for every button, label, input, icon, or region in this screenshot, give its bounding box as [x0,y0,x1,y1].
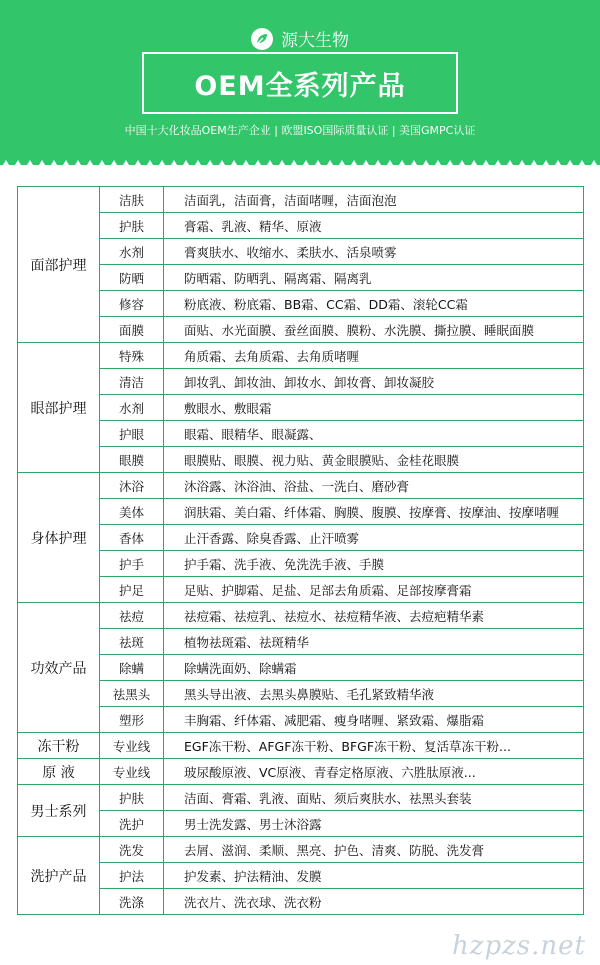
subcategory-cell: 专业线 [100,733,164,759]
table-row [18,811,584,837]
brand-logo [0,26,600,51]
subcategory-cell: 洁肤 [100,187,164,213]
subcategory-cell: 水剂 [100,239,164,265]
table-row [18,213,584,239]
subcategory-cell: 洗护 [100,811,164,837]
items-cell: 粉底液、粉底霜、BB霜、CC霜、DD霜、滚轮CC霜 [164,291,584,317]
category-cell: 功效产品 [18,603,100,733]
page-title: OEM全系列产品 [142,52,458,114]
category-cell: 眼部护理 [18,343,100,473]
items-cell: 洗衣片、洗衣球、洗衣粉 [164,889,584,915]
table-row [18,889,584,915]
items-cell: 祛痘霜、祛痘乳、祛痘水、祛痘精华液、去痘疤精华素 [164,603,584,629]
items-cell: 足贴、护脚霜、足盐、足部去角质霜、足部按摩膏霜 [164,577,584,603]
subcategory-cell: 护足 [100,577,164,603]
items-cell: 除螨洗面奶、除螨霜 [164,655,584,681]
table-row [18,317,584,343]
subcategory-cell: 洗发 [100,837,164,863]
subcategory-cell: 防晒 [100,265,164,291]
table-row [18,707,584,733]
table-row [18,421,584,447]
category-cell: 面部护理 [18,187,100,343]
subcategory-cell: 眼膜 [100,447,164,473]
subcategory-cell: 护眼 [100,421,164,447]
table-row [18,369,584,395]
items-cell: 男士洗发露、男士沐浴露 [164,811,584,837]
table-row [18,343,584,369]
table-row [18,473,584,499]
category-cell: 洗护产品 [18,837,100,915]
subcategory-cell: 面膜 [100,317,164,343]
table-row [18,603,584,629]
items-cell: 沐浴露、沐浴油、浴盐、一洗白、磨砂膏 [164,473,584,499]
items-cell: 面贴、水光面膜、蚕丝面膜、膜粉、水洗膜、撕拉膜、睡眠面膜 [164,317,584,343]
subcategory-cell: 塑形 [100,707,164,733]
category-cell: 身体护理 [18,473,100,603]
category-cell: 冻干粉 [18,733,100,759]
subcategory-cell: 清洁 [100,369,164,395]
brand-name: 源大生物 [281,31,349,51]
subcategory-cell: 修容 [100,291,164,317]
subcategory-cell: 护肤 [100,213,164,239]
table-row [18,499,584,525]
table-row [18,577,584,603]
table-row [18,863,584,889]
zigzag-divider [0,156,600,165]
watermark: hzpzs.net [452,931,586,961]
items-cell: 卸妆乳、卸妆油、卸妆水、卸妆膏、卸妆凝胶 [164,369,584,395]
items-cell: 敷眼水、敷眼霜 [164,395,584,421]
table-row [18,395,584,421]
subcategory-cell: 水剂 [100,395,164,421]
items-cell: 膏爽肤水、收缩水、柔肤水、活泉喷雾 [164,239,584,265]
table-row [18,551,584,577]
header-banner [0,0,600,165]
category-cell: 男士系列 [18,785,100,837]
subcategory-cell: 祛斑 [100,629,164,655]
subcategory-cell: 除螨 [100,655,164,681]
table-row [18,681,584,707]
table-row [18,265,584,291]
items-cell: 防晒霜、防晒乳、隔离霜、隔离乳 [164,265,584,291]
subcategory-cell: 护肤 [100,785,164,811]
items-cell: EGF冻干粉、AFGF冻干粉、BFGF冻干粉、复活草冻干粉... [164,733,584,759]
items-cell: 洁面、膏霜、乳液、面贴、须后爽肤水、祛黑头套装 [164,785,584,811]
subcategory-cell: 洗涤 [100,889,164,915]
items-cell: 护手霜、洗手液、免洗洗手液、手膜 [164,551,584,577]
subcategory-cell: 特殊 [100,343,164,369]
items-cell: 去屑、滋润、柔顺、黑亮、护色、清爽、防脱、洗发膏 [164,837,584,863]
subcategory-cell: 沐浴 [100,473,164,499]
items-cell: 眼膜贴、眼膜、视力贴、黄金眼膜贴、金桂花眼膜 [164,447,584,473]
table-row [18,785,584,811]
items-cell: 护发素、护法精油、发膜 [164,863,584,889]
subcategory-cell: 专业线 [100,759,164,785]
subcategory-cell: 美体 [100,499,164,525]
category-cell: 原 液 [18,759,100,785]
table-row [18,837,584,863]
table-row [18,239,584,265]
table-row [18,525,584,551]
page-subtitle: 中国十大化妆品OEM生产企业 | 欧盟ISO国际质量认证 | 美国GMPC认证 [124,124,476,137]
table-row [18,291,584,317]
table-row [18,187,584,213]
table-row [18,447,584,473]
items-cell: 止汗香露、除臭香露、止汗喷雾 [164,525,584,551]
leaf-icon [251,28,273,50]
subcategory-cell: 护手 [100,551,164,577]
table-row [18,655,584,681]
items-cell: 膏霜、乳液、精华、原液 [164,213,584,239]
items-cell: 角质霜、去角质霜、去角质啫喱 [164,343,584,369]
table-row [18,759,584,785]
items-cell: 洁面乳，洁面膏，洁面啫喱，洁面泡泡 [164,187,584,213]
table-row [18,733,584,759]
subcategory-cell: 护法 [100,863,164,889]
product-table [17,186,584,915]
items-cell: 黑头导出液、去黑头鼻膜贴、毛孔紧致精华液 [164,681,584,707]
subcategory-cell: 祛黑头 [100,681,164,707]
table-row [18,629,584,655]
items-cell: 丰胸霜、纤体霜、减肥霜、瘦身啫喱、紧致霜、爆脂霜 [164,707,584,733]
subcategory-cell: 祛痘 [100,603,164,629]
items-cell: 润肤霜、美白霜、纤体霜、胸膜、腹膜、按摩膏、按摩油、按摩啫喱 [164,499,584,525]
items-cell: 眼霜、眼精华、眼凝露、 [164,421,584,447]
items-cell: 玻尿酸原液、VC原液、青春定格原液、六胜肽原液... [164,759,584,785]
items-cell: 植物祛斑霜、祛斑精华 [164,629,584,655]
subcategory-cell: 香体 [100,525,164,551]
